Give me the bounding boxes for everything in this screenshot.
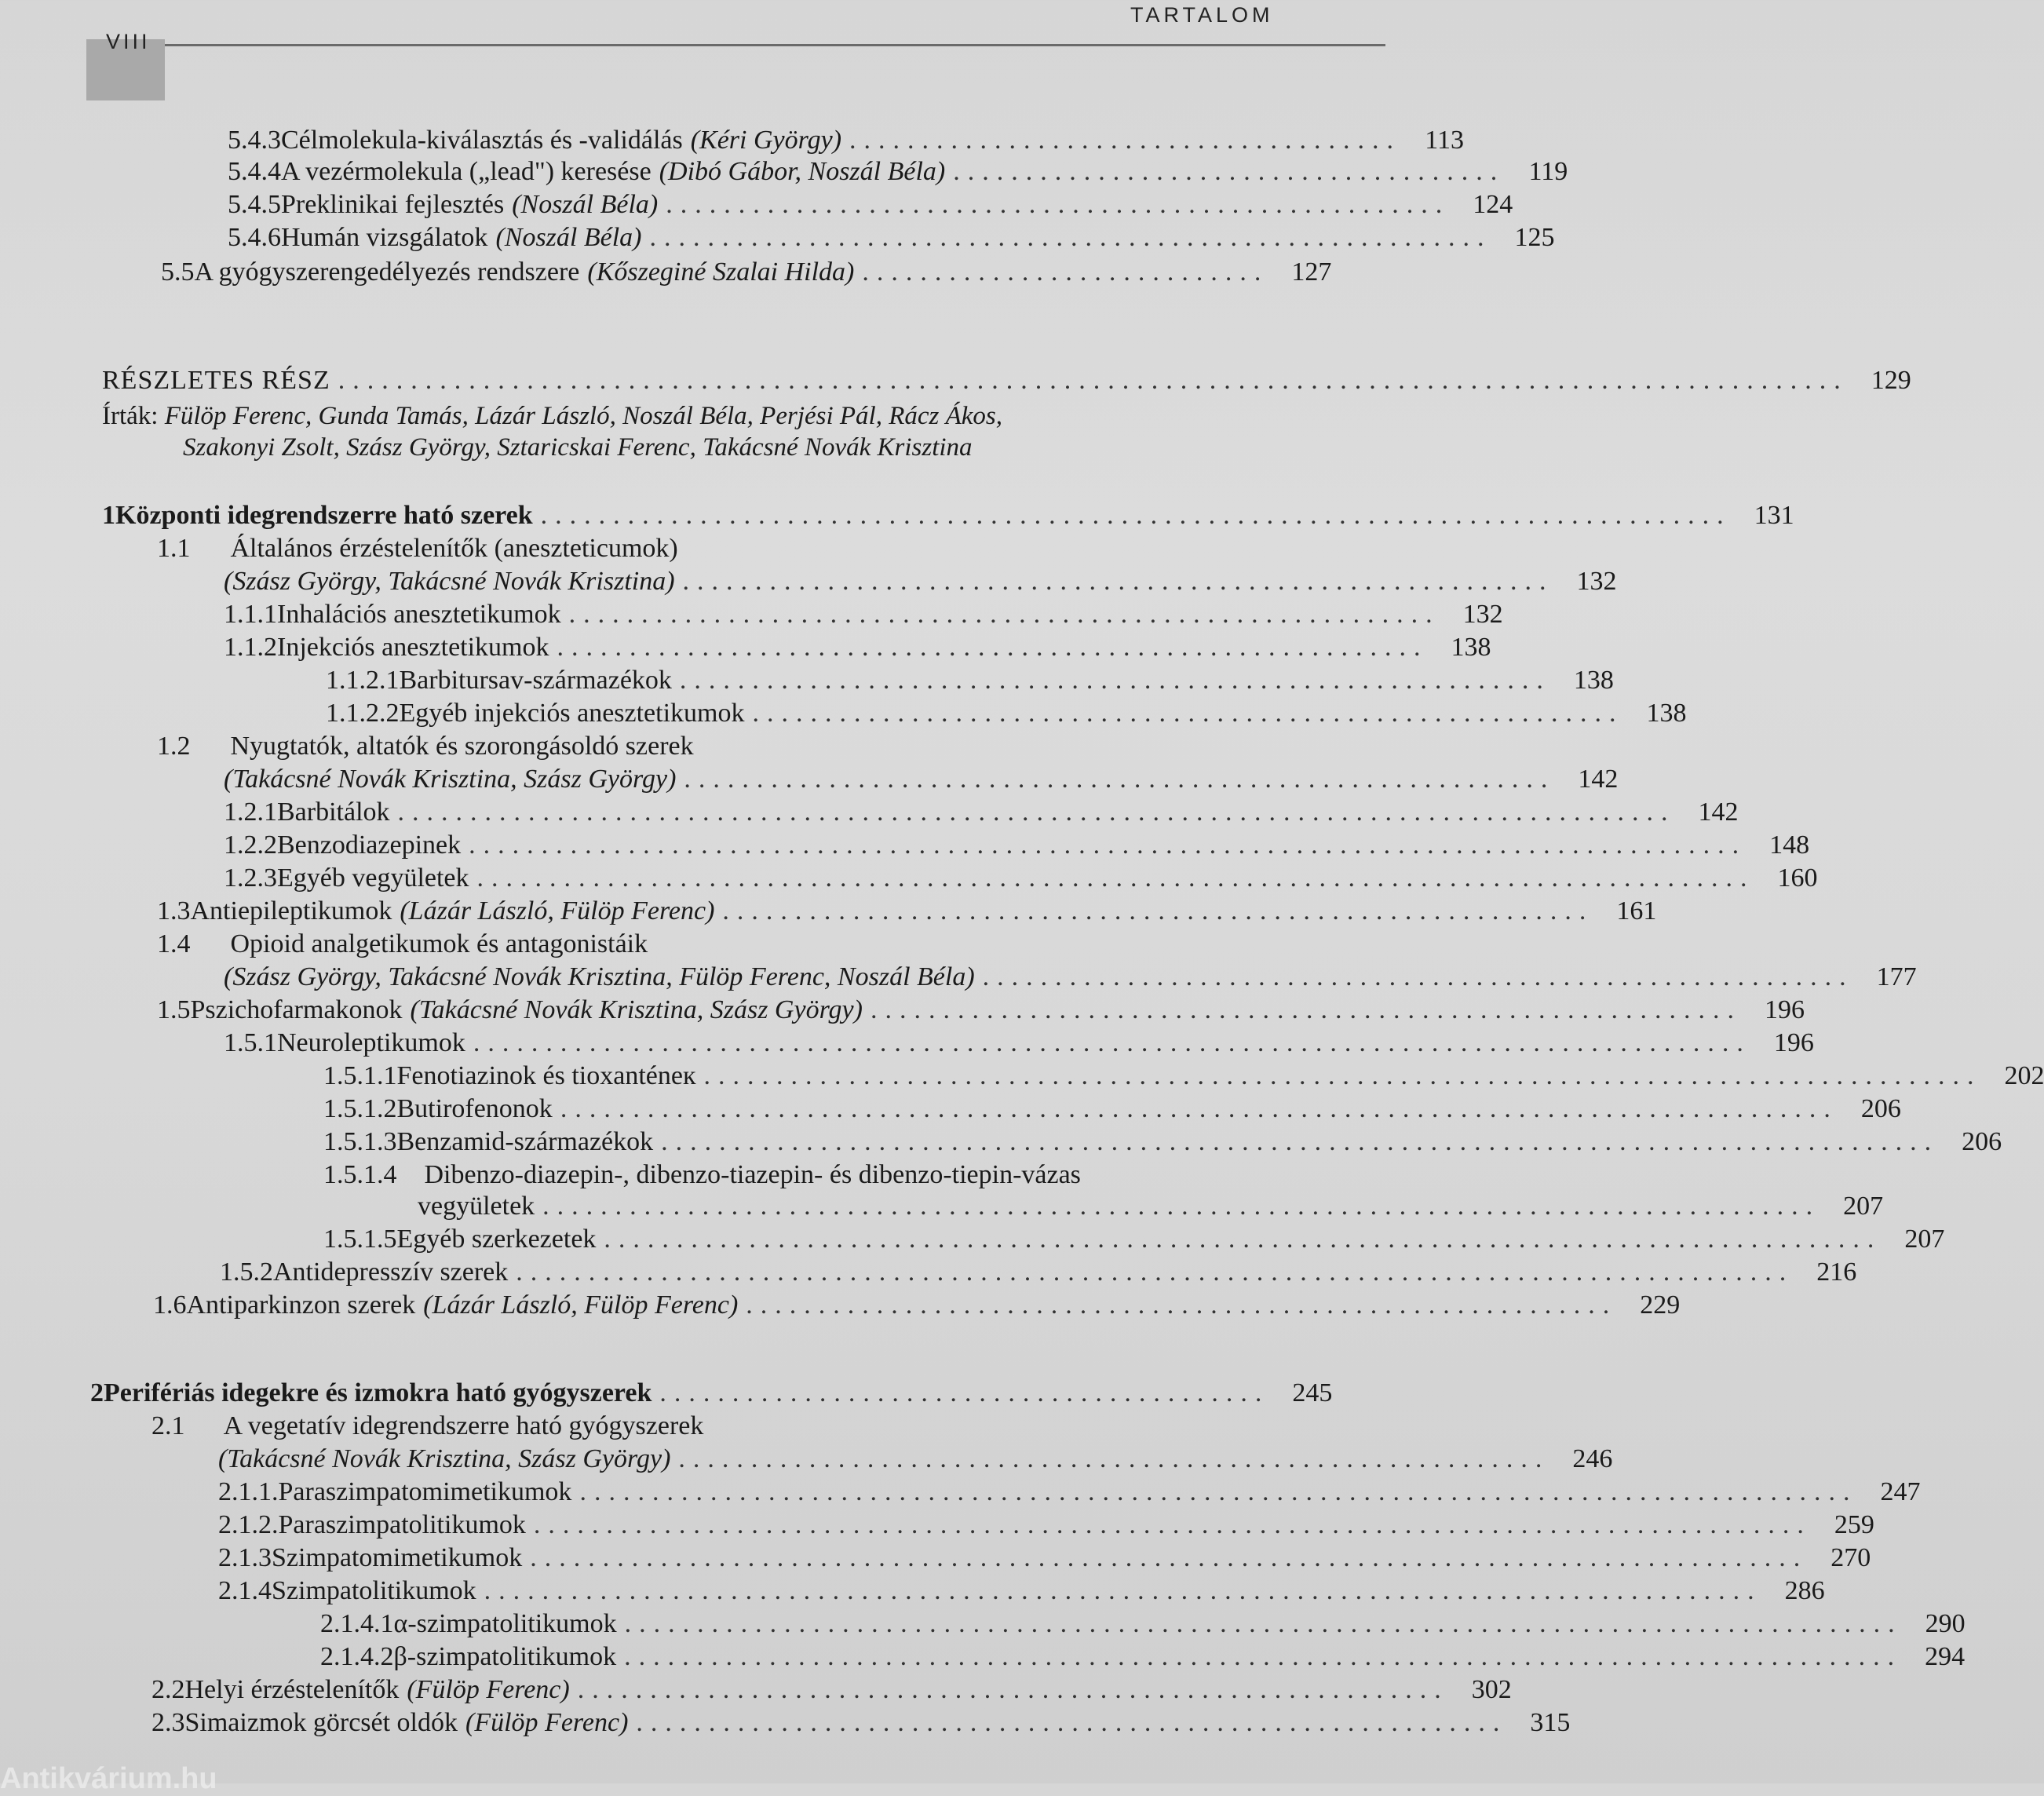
entry-number: 1.6 [153,1290,187,1320]
entry-number: 1.5.1.2 [323,1094,397,1123]
entry-number: 1.5.1.4 [323,1160,397,1189]
entry-page: 138 [1451,633,1491,662]
entry-title: Benzamid-származékok [396,1127,654,1156]
part-page: 129 [1871,366,1911,395]
entry-title: Barbitursav-származékok [399,666,672,695]
entry-page: 202 [2004,1061,2044,1090]
toc-entry[interactable] [218,1477,1921,1507]
entry-page: 125 [1514,223,1555,252]
entry-title: Humán vizsgálatok [281,223,488,252]
entry-authors: (Dibó Gábor, Noszál Béla) [659,157,946,186]
entry-page: 207 [1904,1225,1945,1254]
toc-entry[interactable] [323,1094,1901,1124]
watermark: Antikvárium.hu [0,1762,217,1795]
part-title: RÉSZLETES RÉSZ [102,366,330,395]
dot-leader: ........................................................................................ [661,1127,1940,1156]
entry-title: Preklinikai fejlesztés [281,190,505,219]
dot-leader: ........................................................................................ [397,798,1676,827]
entry-title: Barbitálok [277,798,390,827]
dot-leader: .......................................................... [649,223,1492,252]
authors-names: Fülöp Ferenc, Gunda Tamás, Lázár László, Noszál Béla, Perjési Pál, Rácz Ákos, [164,402,1003,430]
section-title-line[interactable] [157,534,678,564]
entry-page: 259 [1834,1510,1874,1539]
toc-entry[interactable] [326,666,1614,695]
toc-entry[interactable] [320,1642,1966,1672]
section-number: 1.4 [157,929,191,958]
toc-entry[interactable] [218,1576,1825,1606]
entry-number: 5.5 [161,257,195,287]
entry-page: 206 [1860,1094,1901,1123]
entry-title: Egyéb szerkezetek [396,1225,597,1254]
entry-title: Paraszimpatomimetikumok [278,1477,572,1506]
entry-page: 196 [1764,995,1805,1024]
chapter-number: 2 [90,1378,104,1407]
section-number: 1.2 [157,732,191,761]
entry-page: 270 [1830,1543,1871,1572]
entry-page: 206 [1962,1127,2002,1156]
entry-title: Szimpatolitikumok [272,1576,476,1605]
authors-label: Írták: [102,402,159,430]
chapter-page: 131 [1754,501,1794,530]
header-rule [165,44,1385,46]
chapter-number: 1 [102,501,115,530]
entry-title: Dibenzo-diazepin-, dibenzo-tiazepin- és dibenzo-tiepin-vázas [424,1160,1081,1189]
entry-number: 1.5.1 [224,1028,277,1057]
entry-authors: (Lázár László, Fülöp Ferenc) [423,1290,739,1320]
entry-number: 1.3 [157,896,191,925]
entry-title: Neuroleptikumok [277,1028,465,1057]
dot-leader: ........................................................................................ [530,1543,1809,1572]
toc-entry[interactable] [220,1258,1857,1287]
toc-entry[interactable] [323,1061,2044,1091]
chapter-title: Perifériás idegekre és izmokra ható gyógyszerek [104,1378,652,1407]
entry-number: 2.1.3 [218,1543,272,1572]
entry-title: Simaizmok görcsét oldók [184,1708,458,1737]
section-title: Opioid analgetikumok és antagonistáik [230,929,648,958]
dot-leader: ............................................................ [752,699,1624,728]
entry-title: Butirofenonok [396,1094,553,1123]
dot-leader: .................................................................................. [540,501,1732,530]
section-authors-line[interactable] [224,765,1619,794]
dot-leader: ........................................................................................ [469,830,1747,860]
entry-authors: (Fülöp Ferenc) [407,1675,570,1704]
entry-title: Antidepresszív szerek [273,1258,509,1287]
chapter-heading[interactable] [102,501,1794,531]
dot-leader: ........................................................................................ [516,1258,1794,1287]
section-authors-line[interactable] [224,962,1917,992]
entry-page: 119 [1528,157,1568,186]
toc-entry[interactable] [228,223,1555,253]
entry-title: Fenotiazinok és tioxanténeк [396,1061,696,1090]
entry-authors: (Lázár László, Fülöp Ferenc) [400,896,715,925]
chapter-page: 245 [1292,1378,1333,1407]
entry-page: 302 [1471,1675,1512,1704]
entry-page: 286 [1784,1576,1825,1605]
dot-leader: ........................................................................................ [579,1477,1858,1506]
entry-title: Antiparkinzon szerek [186,1290,416,1320]
entry-page: 113 [1425,126,1465,155]
entry-number: 2.1.4 [218,1576,272,1605]
toc-entry[interactable] [224,798,1739,827]
entry-title: Inhalációs anesztetikumok [277,600,561,629]
entry-number: 1.5.1.3 [323,1127,397,1156]
entry-title: Célmolekula-kiválasztás és -validálás [281,126,683,155]
dot-leader: ........................................................................................ [476,863,1755,893]
dot-leader: ...................................... [849,126,1402,155]
entry-page: 138 [1646,699,1687,728]
toc-entry[interactable] [218,1543,1871,1573]
section-number: 2.1 [151,1411,185,1440]
entry-page: 124 [1473,190,1513,219]
dot-leader: ........................................................................................ [624,1642,1903,1671]
entry-number: 2.3 [151,1708,185,1737]
chapter-heading[interactable] [90,1378,1333,1408]
entry-title: Helyi érzéstelenítők [184,1675,400,1704]
section-title-line[interactable] [157,732,694,761]
toc-entry[interactable] [157,896,1657,926]
toc-entry[interactable] [224,1028,1814,1058]
entry-number: 1.5 [157,995,191,1024]
entry-page: 229 [1640,1290,1681,1320]
section-authors: (Szász György, Takácsné Novák Krisztina) [224,567,675,596]
chapter-title: Központi idegrendszerre ható szerek [115,501,533,530]
dot-leader: ...................................... [953,157,1506,186]
entry-title-continued: vegyületek [418,1192,535,1221]
entry-number: 1.5.2 [220,1258,273,1287]
entry-title: Injekciós anesztetikumok [277,633,549,662]
section-title: Nyugtatók, altatók és szorongásoldó szerek [230,732,694,761]
entry-number: 2.1.2. [218,1510,279,1539]
entry-page: 247 [1880,1477,1921,1506]
dot-leader: ............................................................ [870,995,1742,1024]
toc-entry[interactable] [151,1708,1571,1738]
entry-title: Antiepileptikumok [190,896,392,925]
section-authors-line[interactable] [224,567,1617,597]
section-title-line[interactable] [323,1160,1081,1190]
entry-page: 132 [1462,600,1503,629]
entry-authors: (Noszál Béla) [495,223,642,252]
section-number: 1.1 [157,534,191,563]
toc-entry[interactable] [323,1225,1945,1254]
entry-page: 294 [1925,1642,1966,1671]
dot-leader: ............................................................ [678,1444,1550,1473]
entry-authors: (Kéri György) [690,126,842,155]
entry-number: 2.1.4.2 [320,1642,394,1671]
entry-number: 1.2.3 [224,863,277,893]
entry-title: Paraszimpatolitikumok [278,1510,526,1539]
entry-number: 5.4.6 [228,223,281,252]
entry-page: 138 [1573,666,1614,695]
dot-leader: ........................................................................................ [542,1192,1821,1221]
entry-page: 315 [1530,1708,1571,1737]
entry-authors: (Kőszeginé Szalai Hilda) [587,257,855,287]
entry-authors: (Noszál Béla) [512,190,659,219]
dot-leader: ............................................................ [684,765,1556,794]
section-authors: (Takácsné Novák Krisztina, Szász György) [218,1444,671,1473]
dot-leader: ............................................................ [682,567,1554,596]
dot-leader: ........................................................................................ [484,1576,1762,1605]
entry-page: 207 [1843,1192,1884,1221]
dot-leader: ............................................................ [746,1290,1618,1320]
section-title-line[interactable] [157,929,648,959]
part-heading[interactable] [102,366,1911,396]
entry-number: 5.4.3 [228,126,281,155]
entry-page: 127 [1291,257,1332,287]
entry-number: 1.5.1.5 [323,1225,397,1254]
entry-title: Szimpatomimetikumok [272,1543,523,1572]
dot-leader: ............................................................ [557,633,1429,662]
toc-entry-continued[interactable] [418,1192,1884,1221]
running-head: TARTALOM [1130,3,1274,27]
section-authors: (Szász György, Takácsné Novák Krisztina, Fülöp Ferenc, Noszál Béla) [224,962,975,991]
entry-number: 1.1.1 [224,600,277,629]
dot-leader: ............................................................ [577,1675,1449,1704]
entry-number: 1.1.2.2 [326,699,400,728]
section-title: Általános érzéstelenítők (aneszteticumok) [230,534,678,563]
toc-entry[interactable] [151,1675,1512,1705]
entry-page: 216 [1816,1258,1857,1287]
entry-title: α-szimpatolitikumok [393,1609,617,1638]
dot-leader: ........................................................................................................ [338,366,1849,395]
entry-page: 196 [1773,1028,1814,1057]
toc-entry[interactable] [157,995,1805,1025]
dot-leader: ........................................................................................ [473,1028,1751,1057]
entry-number: 1.1.2.1 [326,666,400,695]
entry-title: β-szimpatolitikumok [393,1642,617,1671]
entry-number: 2.1.4.1 [320,1609,394,1638]
section-page: 246 [1572,1444,1613,1473]
toc-entry[interactable] [161,257,1332,287]
dot-leader: ............................................................ [568,600,1440,629]
part-authors-continued [183,433,973,462]
toc-entry[interactable] [320,1609,1966,1639]
section-authors-line[interactable] [218,1444,1613,1474]
page-number: VIII [106,30,151,53]
authors-names: Szakonyi Zsolt, Szász György, Sztaricskai Ferenc, Takácsné Novák Krisztina [183,433,973,462]
entry-title: Pszichofarmakonok [190,995,403,1024]
toc-entry[interactable] [228,190,1513,220]
entry-title: Benzodiazepinek [277,830,462,860]
entry-number: 5.4.4 [228,157,281,186]
toc-entry[interactable] [326,699,1687,728]
dot-leader: ........................................................................................ [624,1609,1903,1638]
toc-entry[interactable] [224,600,1503,630]
toc-entry[interactable] [153,1290,1681,1320]
toc-entry[interactable] [323,1127,2002,1157]
entry-title: A vezérmolekula („lead") keresése [281,157,652,186]
entry-title: Egyéb vegyületek [277,863,469,893]
part-authors [102,402,1002,431]
entry-title: Egyéb injekciós anesztetikumok [399,699,745,728]
toc-entry[interactable] [224,633,1491,663]
dot-leader: ........................................................................................ [533,1510,1812,1539]
entry-number: 1.2.1 [224,798,277,827]
dot-leader: ........................................................................................ [560,1094,1838,1123]
section-page: 177 [1876,962,1917,991]
entry-page: 290 [1925,1609,1966,1638]
dot-leader: ...................................................... [666,190,1451,219]
toc-entry[interactable] [224,863,1818,893]
section-authors: (Takácsné Novák Krisztina, Szász György) [224,765,677,794]
dot-leader: ............................................................ [722,896,1594,925]
entry-number: 1.2.2 [224,830,277,860]
toc-entry[interactable] [228,126,1465,155]
section-page: 142 [1578,765,1619,794]
entry-page: 161 [1616,896,1657,925]
entry-number: 5.4.5 [228,190,281,219]
dot-leader: ........................................................................................ [703,1061,1982,1090]
entry-title: A gyógyszerengedélyezés rendszere [194,257,580,287]
entry-number: 1.5.1.1 [323,1061,397,1090]
page-header [86,22,1303,78]
entry-number: 1.1.2 [224,633,277,662]
dot-leader: ........................................................................................ [604,1225,1882,1254]
dot-leader: ............................ [862,257,1269,287]
entry-page: 142 [1698,798,1739,827]
toc-entry[interactable] [228,157,1568,187]
entry-page: 160 [1777,863,1818,893]
dot-leader: ............................................................ [982,962,1854,991]
entry-number: 2.1.1. [218,1477,279,1506]
toc-entry[interactable] [218,1510,1874,1540]
entry-authors: (Fülöp Ferenc) [465,1708,629,1737]
entry-number: 2.2 [151,1675,185,1704]
entry-authors: (Takácsné Novák Krisztina, Szász György) [410,995,863,1024]
section-title-line[interactable] [151,1411,703,1441]
section-page: 132 [1576,567,1617,596]
dot-leader: ............................................................ [679,666,1551,695]
toc-entry[interactable] [224,830,1810,860]
section-title: A vegetatív idegrendszerre ható gyógyszerek [223,1411,704,1440]
dot-leader: .......................................... [659,1378,1270,1407]
entry-page: 148 [1769,830,1810,860]
dot-leader: ............................................................ [636,1708,1508,1737]
